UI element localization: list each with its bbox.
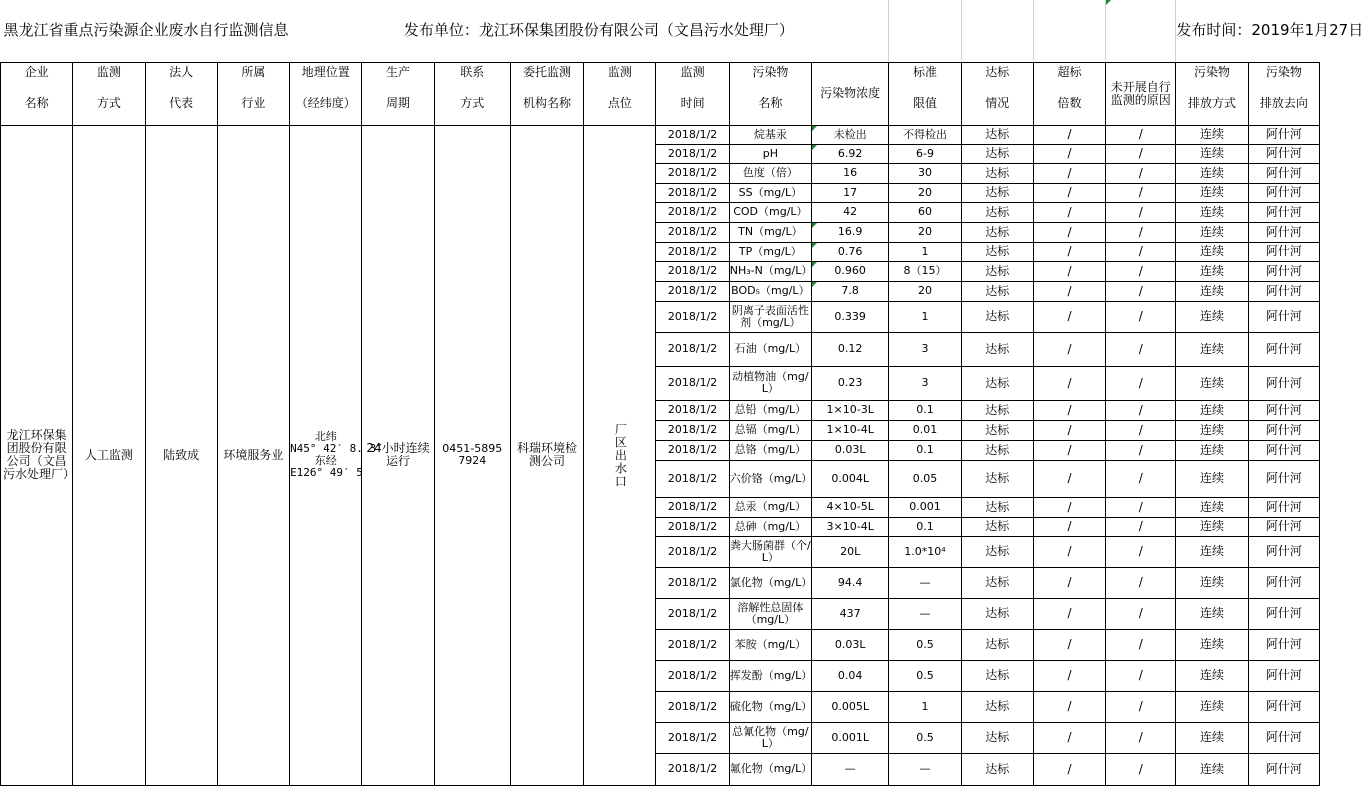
discharge-destination: 阿什河 [1248,440,1319,460]
header-cell-top: 超标 [1033,62,1105,82]
standard-limit: 1 [889,691,961,722]
not-monitored-reason: / [1106,440,1176,460]
standard-limit: 60 [889,202,961,222]
standard-limit: 0.01 [889,420,961,440]
geo-location [290,125,383,785]
not-monitored-reason: / [1106,202,1176,222]
discharge-mode: 连续 [1176,420,1248,440]
header-cell-top: 污染物 [1176,62,1248,82]
exceed-multiple: / [1033,567,1105,598]
monitor-time: 2018/1/2 [656,366,729,400]
pollutant-name: 色度（倍） [729,163,811,183]
latitude: N45° 42′ 8. 3″ [290,442,383,455]
exceed-multiple: / [1033,332,1105,366]
concentration: 3×10-4L [812,517,889,536]
discharge-mode: 连续 [1176,536,1248,567]
pollutant-name: NH₃-N（mg/L） [729,261,811,281]
header-cell-bottom: 点位 [584,82,656,125]
pollutant-name: 总铅（mg/L） [729,400,811,420]
monitor-time: 2018/1/2 [656,536,729,567]
header-cell-bottom: 排放去向 [1248,82,1319,125]
concentration: 0.004L [812,460,889,497]
monitor-time: 2018/1/2 [656,598,729,629]
title-spacer [889,0,961,62]
discharge-destination: 阿什河 [1248,753,1319,785]
discharge-destination: 阿什河 [1248,598,1319,629]
compliance-status: 达标 [961,163,1033,183]
standard-limit: 20 [889,222,961,242]
header-cell-bottom: （经纬度） [290,82,362,125]
exceed-multiple: / [1033,301,1105,332]
discharge-destination: 阿什河 [1248,163,1319,183]
concentration: 0.960 [812,261,889,281]
contact: 0451-58957924 [434,125,510,785]
compliance-status: 达标 [961,222,1033,242]
monitor-time: 2018/1/2 [656,332,729,366]
monitor-time: 2018/1/2 [656,517,729,536]
standard-limit: 0.5 [889,722,961,753]
compliance-status: 达标 [961,753,1033,785]
not-monitored-reason: / [1106,261,1176,281]
exceed-multiple: / [1033,163,1105,183]
pollutant-name: 总镉（mg/L） [729,420,811,440]
not-monitored-reason: / [1106,753,1176,785]
compliance-status: 达标 [961,125,1033,144]
monitor-time: 2018/1/2 [656,183,729,202]
discharge-mode: 连续 [1176,202,1248,222]
not-monitored-reason: / [1106,144,1176,163]
pollutant-name: 硫化物（mg/L） [729,691,811,722]
header-cell: 污染物浓度 [812,62,889,125]
pollutant-name: 溶解性总固体（mg/L） [729,598,811,629]
standard-limit: 0.05 [889,460,961,497]
header-cell-bottom: 代表 [145,82,217,125]
monitor-time: 2018/1/2 [656,222,729,242]
not-monitored-reason: / [1106,281,1176,301]
discharge-destination: 阿什河 [1248,183,1319,202]
header-cell-bottom: 排放方式 [1176,82,1248,125]
industry: 环境服务业 [217,125,289,785]
concentration: 42 [812,202,889,222]
not-monitored-reason: / [1106,163,1176,183]
pollutant-name: 六价铬（mg/L） [729,460,811,497]
concentration: 0.03L [812,440,889,460]
concentration: 0.001L [812,722,889,753]
publisher-info: 发布单位：龙江环保集团股份有限公司（文昌污水处理厂） [362,0,889,62]
compliance-status: 达标 [961,598,1033,629]
not-monitored-reason: / [1106,567,1176,598]
monitor-time: 2018/1/2 [656,281,729,301]
discharge-mode: 连续 [1176,242,1248,261]
longitude: E126° 49′ 5 [290,466,363,479]
production-cycle: 24小时连续运行 [362,125,434,785]
discharge-mode: 连续 [1176,517,1248,536]
not-monitored-reason: / [1106,366,1176,400]
exceed-multiple: / [1033,202,1105,222]
concentration: 0.005L [812,691,889,722]
standard-limit: 20 [889,183,961,202]
compliance-status: 达标 [961,536,1033,567]
monitor-time: 2018/1/2 [656,242,729,261]
header-cell-bottom: 周期 [362,82,434,125]
pollutant-name: 动植物油（mg/L） [729,366,811,400]
header-cell-top: 所属 [217,62,289,82]
exceed-multiple: / [1033,497,1105,517]
monitor-time: 2018/1/2 [656,420,729,440]
not-monitored-reason: / [1106,400,1176,420]
standard-limit: 6-9 [889,144,961,163]
pollutant-name: SS（mg/L） [729,183,811,202]
exceed-multiple: / [1033,753,1105,785]
concentration: 1×10-3L [812,400,889,420]
exceed-multiple: / [1033,125,1105,144]
not-monitored-reason: / [1106,301,1176,332]
standard-limit: — [889,753,961,785]
pollutant-name: BOD₅（mg/L） [729,281,811,301]
discharge-destination: 阿什河 [1248,400,1319,420]
header-cell-top: 标准 [889,62,961,82]
exceed-multiple: / [1033,261,1105,281]
concentration: — [812,753,889,785]
compliance-status: 达标 [961,301,1033,332]
discharge-destination: 阿什河 [1248,722,1319,753]
not-monitored-reason: / [1106,629,1176,660]
pollutant-name: 烷基汞 [729,125,811,144]
compliance-status: 达标 [961,281,1033,301]
monitor-time: 2018/1/2 [656,163,729,183]
discharge-destination: 阿什河 [1248,660,1319,691]
compliance-status: 达标 [961,261,1033,281]
discharge-destination: 阿什河 [1248,497,1319,517]
pollutant-name: 总汞（mg/L） [729,497,811,517]
discharge-destination: 阿什河 [1248,301,1319,332]
not-monitored-reason: / [1106,722,1176,753]
exceed-multiple: / [1033,536,1105,567]
not-monitored-reason: / [1106,183,1176,202]
pollutant-name: 石油（mg/L） [729,332,811,366]
compliance-status: 达标 [961,202,1033,222]
discharge-mode: 连续 [1176,332,1248,366]
discharge-mode: 连续 [1176,125,1248,144]
discharge-mode: 连续 [1176,183,1248,202]
discharge-destination: 阿什河 [1248,222,1319,242]
not-monitored-reason: / [1106,497,1176,517]
header-cell-top: 联系 [434,62,510,82]
monitor-time: 2018/1/2 [656,753,729,785]
concentration: 6.92 [812,144,889,163]
discharge-destination: 阿什河 [1248,629,1319,660]
compliance-status: 达标 [961,497,1033,517]
header-cell-bottom: 倍数 [1033,82,1105,125]
not-monitored-reason: / [1106,691,1176,722]
concentration: 0.12 [812,332,889,366]
concentration: 1×10-4L [812,420,889,440]
pollutant-name: 氟化物（mg/L） [729,753,811,785]
concentration: 437 [812,598,889,629]
standard-limit: 0.5 [889,660,961,691]
monitor-time: 2018/1/2 [656,691,729,722]
discharge-mode: 连续 [1176,400,1248,420]
standard-limit: 8（15） [889,261,961,281]
concentration: 7.8 [812,281,889,301]
discharge-destination: 阿什河 [1248,332,1319,366]
lon-label: 东经 [314,454,337,467]
discharge-mode: 连续 [1176,163,1248,183]
discharge-destination: 阿什河 [1248,567,1319,598]
exceed-multiple: / [1033,722,1105,753]
header-cell-top: 监测 [73,62,145,82]
standard-limit: 3 [889,332,961,366]
not-monitored-reason: / [1106,517,1176,536]
exceed-multiple: / [1033,400,1105,420]
discharge-destination: 阿什河 [1248,366,1319,400]
standard-limit: 3 [889,366,961,400]
discharge-mode: 连续 [1176,281,1248,301]
compliance-status: 达标 [961,691,1033,722]
enterprise-name: 龙江环保集团股份有限公司（文昌污水处理厂） [1,125,73,785]
header-cell-top: 监测 [656,62,729,82]
pollutant-name: 阴离子表面活性剂（mg/L） [729,301,811,332]
title-spacer [1106,0,1176,62]
discharge-destination: 阿什河 [1248,202,1319,222]
header-cell-top: 污染物 [1248,62,1319,82]
monitoring-agency: 科瑞环境检测公司 [510,125,583,785]
header-cell: 未开展自行监测的原因 [1106,62,1176,125]
discharge-destination: 阿什河 [1248,261,1319,281]
header-cell-bottom: 限值 [889,82,961,125]
publish-time: 发布时间：2019年1月27日 [1176,0,1320,62]
discharge-mode: 连续 [1176,598,1248,629]
not-monitored-reason: / [1106,660,1176,691]
pollutant-name: 粪大肠菌群（个/L） [729,536,811,567]
concentration: 0.76 [812,242,889,261]
discharge-mode: 连续 [1176,722,1248,753]
exceed-multiple: / [1033,420,1105,440]
discharge-mode: 连续 [1176,629,1248,660]
concentration: 0.03L [812,629,889,660]
standard-limit: 不得检出 [889,125,961,144]
discharge-destination: 阿什河 [1248,460,1319,497]
pollutant-name: 总铬（mg/L） [729,440,811,460]
monitor-time: 2018/1/2 [656,440,729,460]
header-cell-bottom: 行业 [217,82,289,125]
discharge-destination: 阿什河 [1248,536,1319,567]
monitor-time: 2018/1/2 [656,497,729,517]
concentration: 未检出 [812,125,889,144]
header-cell-top: 法人 [145,62,217,82]
pollutant-name: 氯化物（mg/L） [729,567,811,598]
discharge-destination: 阿什河 [1248,144,1319,163]
concentration: 16.9 [812,222,889,242]
header-cell-top: 生产 [362,62,434,82]
exceed-multiple: / [1033,242,1105,261]
header-cell-bottom: 方式 [73,82,145,125]
discharge-destination: 阿什河 [1248,517,1319,536]
compliance-status: 达标 [961,332,1033,366]
monitoring-point [584,125,656,785]
not-monitored-reason: / [1106,125,1176,144]
pollutant-name: TP（mg/L） [729,242,811,261]
pollutant-name: TN（mg/L） [729,222,811,242]
standard-limit: 1 [889,301,961,332]
table-row [1,125,1320,144]
not-monitored-reason: / [1106,242,1176,261]
title-spacer [1033,0,1105,62]
compliance-status: 达标 [961,722,1033,753]
discharge-destination: 阿什河 [1248,281,1319,301]
standard-limit: 1 [889,242,961,261]
standard-limit: — [889,567,961,598]
concentration: 17 [812,183,889,202]
monitor-time: 2018/1/2 [656,125,729,144]
not-monitored-reason: / [1106,222,1176,242]
standard-limit: 30 [889,163,961,183]
concentration: 94.4 [812,567,889,598]
concentration: 0.23 [812,366,889,400]
header-cell-bottom: 情况 [961,82,1033,125]
compliance-status: 达标 [961,567,1033,598]
monitor-time: 2018/1/2 [656,202,729,222]
monitor-time: 2018/1/2 [656,629,729,660]
standard-limit: 0.5 [889,629,961,660]
standard-limit: 0.1 [889,440,961,460]
compliance-status: 达标 [961,144,1033,163]
header-cell-top: 企业 [1,62,73,82]
pollutant-name: 总氰化物（mg/L） [729,722,811,753]
lat-label: 北纬 [314,430,337,443]
concentration: 4×10-5L [812,497,889,517]
compliance-status: 达标 [961,440,1033,460]
discharge-mode: 连续 [1176,497,1248,517]
header-cell-top: 达标 [961,62,1033,82]
standard-limit: 0.1 [889,517,961,536]
monitor-time: 2018/1/2 [656,301,729,332]
compliance-status: 达标 [961,242,1033,261]
monitor-time: 2018/1/2 [656,400,729,420]
exceed-multiple: / [1033,691,1105,722]
compliance-status: 达标 [961,629,1033,660]
pollutant-name: 挥发酚（mg/L） [729,660,811,691]
header-cell-top: 委托监测 [510,62,583,82]
header-cell-top: 污染物 [729,62,811,82]
monitoring-point-text: 厂区出水口 [613,422,628,488]
monitor-time: 2018/1/2 [656,660,729,691]
discharge-mode: 连续 [1176,366,1248,400]
discharge-mode: 连续 [1176,144,1248,163]
discharge-mode: 连续 [1176,301,1248,332]
discharge-mode: 连续 [1176,222,1248,242]
not-monitored-reason: / [1106,536,1176,567]
exceed-multiple: / [1033,281,1105,301]
discharge-destination: 阿什河 [1248,242,1319,261]
compliance-status: 达标 [961,366,1033,400]
exceed-multiple: / [1033,660,1105,691]
compliance-status: 达标 [961,460,1033,497]
header-cell-bottom: 名称 [1,82,73,125]
monitor-time: 2018/1/2 [656,261,729,281]
exceed-multiple: / [1033,598,1105,629]
report-title: 黑龙江省重点污染源企业废水自行监测信息 [1,0,362,62]
standard-limit: — [889,598,961,629]
concentration: 20L [812,536,889,567]
standard-limit: 1.0*10⁴ [889,536,961,567]
header-cell-bottom: 名称 [729,82,811,125]
discharge-mode: 连续 [1176,460,1248,497]
pollutant-name: COD（mg/L） [729,202,811,222]
discharge-destination: 阿什河 [1248,125,1319,144]
header-cell-top: 地理位置 [290,62,362,82]
compliance-status: 达标 [961,517,1033,536]
discharge-mode: 连续 [1176,660,1248,691]
header-cell-bottom: 方式 [434,82,510,125]
compliance-status: 达标 [961,183,1033,202]
pollutant-name: pH [729,144,811,163]
standard-limit: 20 [889,281,961,301]
exceed-multiple: / [1033,366,1105,400]
not-monitored-reason: / [1106,420,1176,440]
discharge-destination: 阿什河 [1248,420,1319,440]
monitor-method: 人工监测 [73,125,145,785]
pollutant-name: 苯胺（mg/L） [729,629,811,660]
compliance-status: 达标 [961,400,1033,420]
header-cell-bottom: 时间 [656,82,729,125]
discharge-destination: 阿什河 [1248,691,1319,722]
standard-limit: 0.1 [889,400,961,420]
compliance-status: 达标 [961,660,1033,691]
discharge-mode: 连续 [1176,567,1248,598]
exceed-multiple: / [1033,440,1105,460]
title-spacer [961,0,1033,62]
monitor-time: 2018/1/2 [656,144,729,163]
exceed-multiple: / [1033,517,1105,536]
not-monitored-reason: / [1106,460,1176,497]
exceed-multiple: / [1033,629,1105,660]
header-cell-bottom: 机构名称 [510,82,583,125]
monitor-time: 2018/1/2 [656,460,729,497]
discharge-mode: 连续 [1176,691,1248,722]
not-monitored-reason: / [1106,598,1176,629]
standard-limit: 0.001 [889,497,961,517]
discharge-mode: 连续 [1176,440,1248,460]
concentration: 0.04 [812,660,889,691]
discharge-mode: 连续 [1176,753,1248,785]
discharge-mode: 连续 [1176,261,1248,281]
not-monitored-reason: / [1106,332,1176,366]
monitor-time: 2018/1/2 [656,722,729,753]
exceed-multiple: / [1033,460,1105,497]
compliance-status: 达标 [961,420,1033,440]
legal-representative: 陆致成 [145,125,217,785]
header-cell-top: 监测 [584,62,656,82]
exceed-multiple: / [1033,183,1105,202]
exceed-multiple: / [1033,222,1105,242]
exceed-multiple: / [1033,144,1105,163]
concentration: 0.339 [812,301,889,332]
pollutant-name: 总砷（mg/L） [729,517,811,536]
concentration: 16 [812,163,889,183]
monitor-time: 2018/1/2 [656,567,729,598]
